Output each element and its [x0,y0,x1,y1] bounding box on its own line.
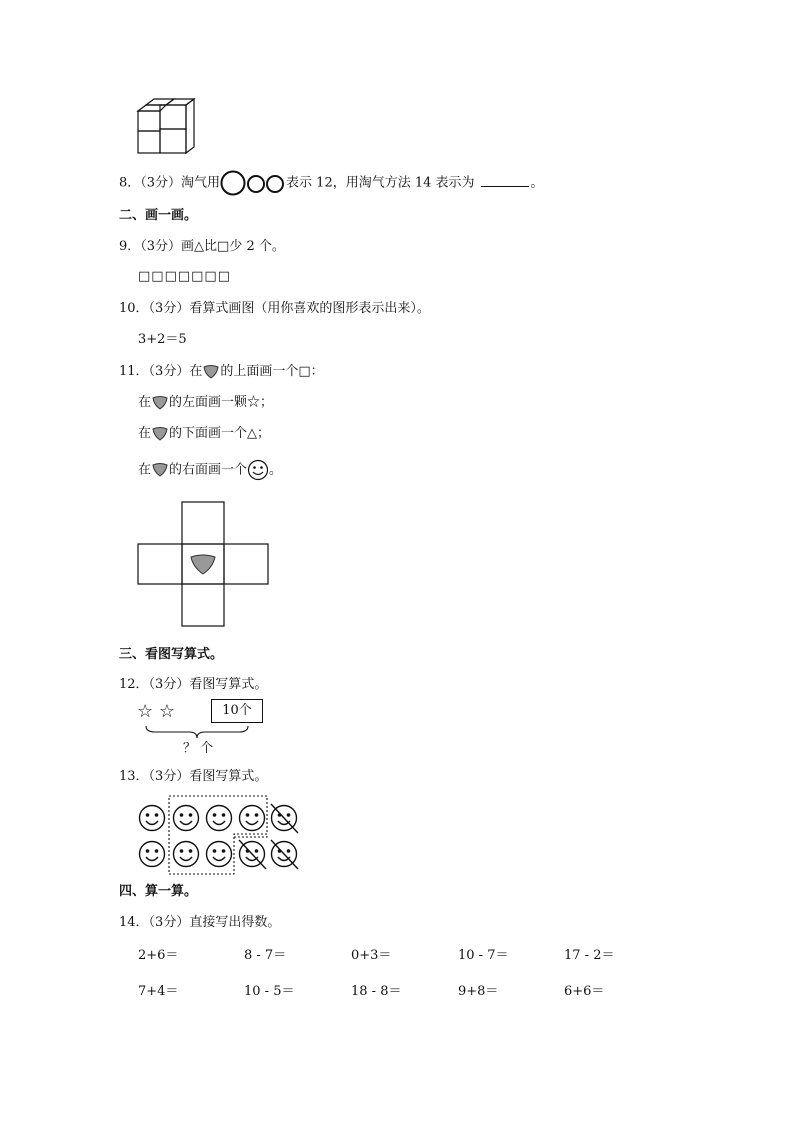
calc-item[interactable]: 7+4＝ [138,984,179,999]
calc-item[interactable]: 10 - 7＝ [458,948,509,963]
q11-line2-prefix: 在 [138,426,152,441]
calc-item[interactable]: 18 - 8＝ [351,984,402,999]
q11-line-2 [138,425,270,443]
question-8 [119,170,544,196]
q10-equation: 3+2＝5 [138,332,187,347]
calc-item[interactable]: 0+3＝ [351,948,392,963]
calc-item[interactable]: 2+6＝ [138,948,179,963]
q9-squares: □□□□□□□ [138,269,231,284]
question-9: 9．（3分）画△比□少 2 个。 [119,239,285,254]
calc-item[interactable]: 8 - 7＝ [244,948,287,963]
cross-grid-figure [137,501,269,627]
section-title-2: 二、画一画。 [119,208,198,223]
q11-line3-end: 。 [269,462,283,478]
q11-line-1 [138,394,273,412]
calc-item[interactable]: 6+6＝ [564,984,605,999]
q12-box: 10个 [211,699,263,723]
answer-blank[interactable] [481,174,529,187]
heart-icon [151,426,169,442]
q8-middle: 表示 12，用淘气方法 14 表示为 [286,175,475,191]
q11-suffix: 的上面画一个□： [220,364,324,379]
q13-smiley-figure [135,792,301,876]
heart-icon [151,395,169,411]
q8-suffix: 。 [530,175,544,191]
question-11 [119,363,324,381]
heart-icon [151,462,169,478]
calc-item[interactable]: 17 - 2＝ [564,948,615,963]
calc-item[interactable]: 9+8＝ [458,984,499,999]
q8-prefix: 8．（3分）淘气用 [119,175,221,191]
q12-figure [137,699,263,759]
q11-line2-suffix: 的下面画一个△； [169,426,271,441]
q11-line3-suffix: 的右面画一个 [169,462,248,478]
heart-icon [202,364,220,380]
section-title-4: 四、算一算。 [119,884,198,899]
q11-line1-prefix: 在 [138,395,152,410]
q11-line-3 [138,459,282,481]
q12-question: ？ 个 [183,741,214,756]
question-12: 12．（3分）看图写算式。 [119,677,268,692]
q11-line3-prefix: 在 [138,462,152,478]
circles-figure [220,170,286,196]
q11-line1-suffix: 的左面画一颗☆； [169,395,274,410]
cube-stack-figure [136,97,196,157]
q12-stars: ☆ ☆ [137,701,175,722]
question-13: 13．（3分）看图写算式。 [119,769,268,784]
calc-item[interactable]: 10 - 5＝ [244,984,295,999]
q11-prefix: 11．（3分）在 [119,364,203,379]
question-10: 10．（3分）看算式画图（用你喜欢的图形表示出来）。 [119,301,430,316]
smiley-icon [247,459,269,481]
section-title-3: 三、看图写算式。 [119,647,224,662]
question-14: 14．（3分）直接写出得数。 [119,915,281,930]
